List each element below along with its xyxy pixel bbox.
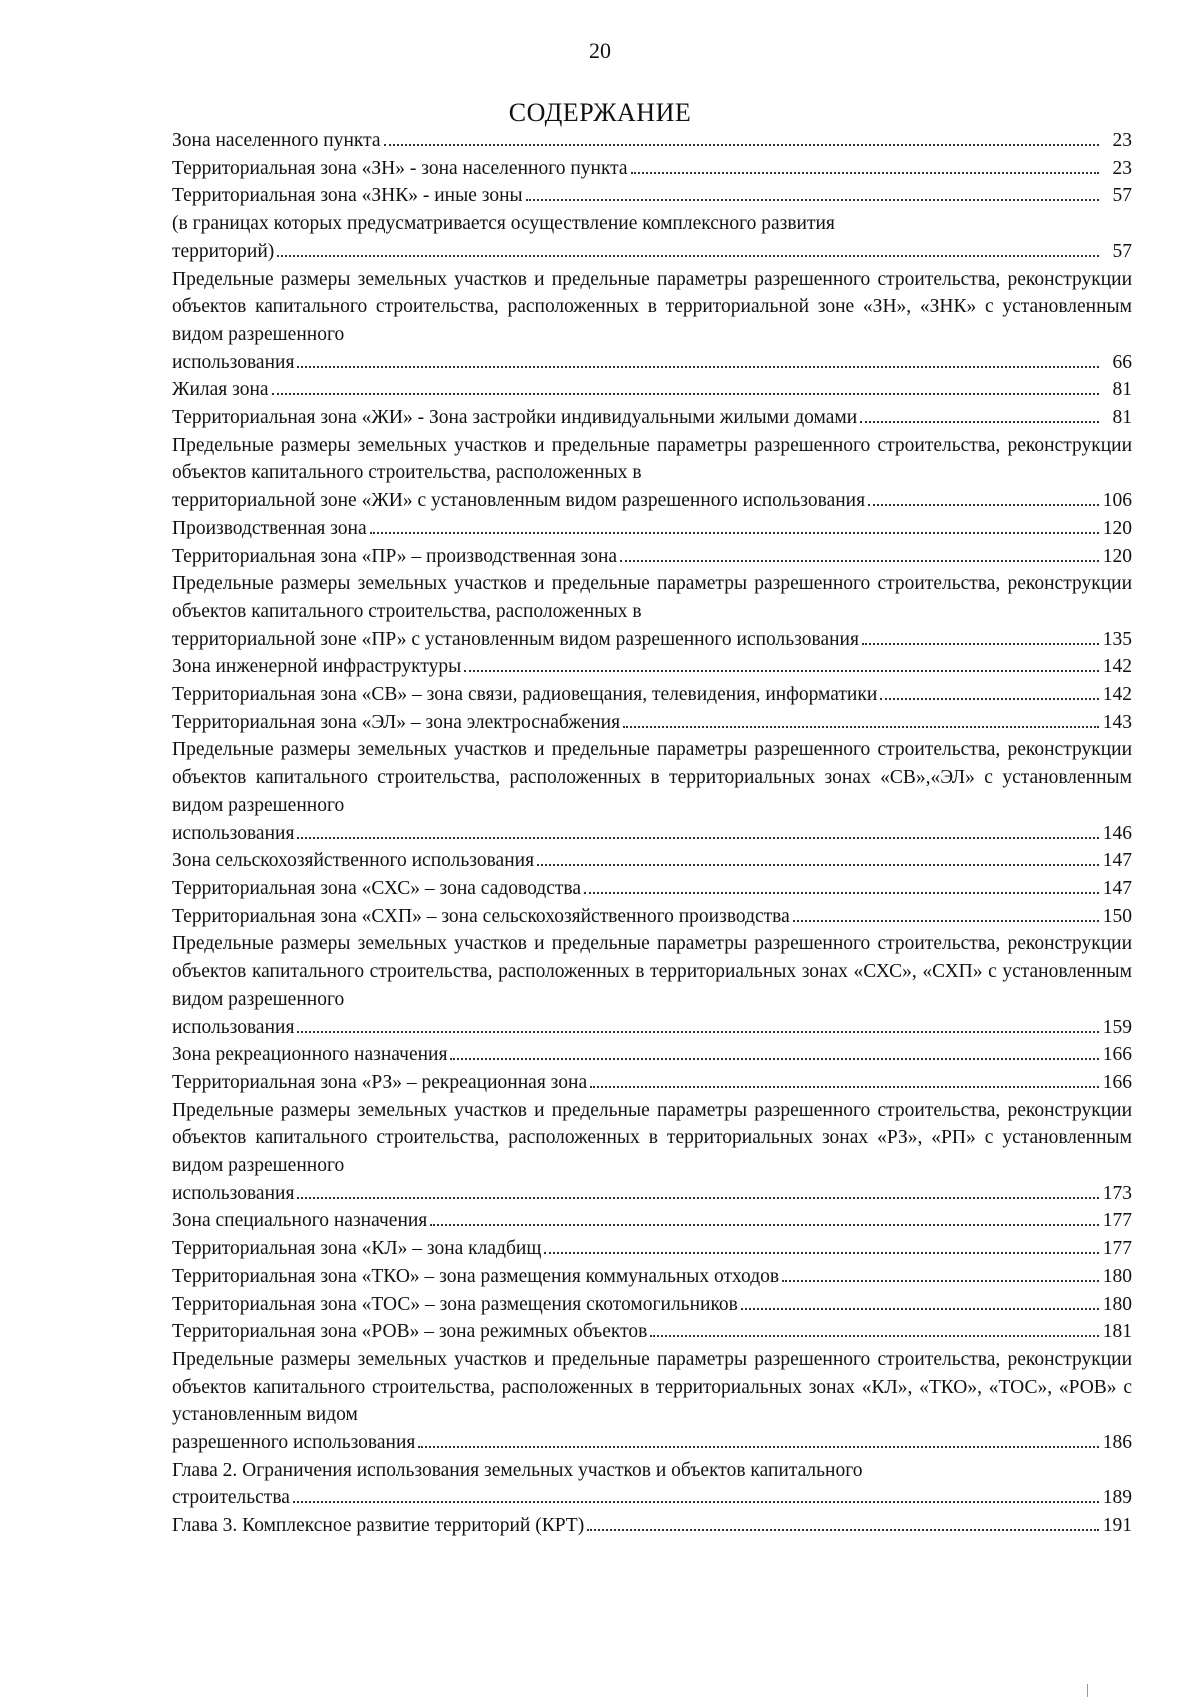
toc-entry[interactable] (172, 210, 1132, 265)
toc-entry-title: Территориальная зона «ЖИ» - Зона застройки индивидуальными жилыми домами (172, 407, 858, 429)
toc-page-number: 142 (1102, 684, 1132, 706)
dot-leader (793, 920, 1099, 922)
dot-leader (868, 504, 1099, 506)
toc-page-number: 23 (1112, 130, 1132, 151)
dot-leader (272, 393, 1099, 395)
toc-entry-title: Зона инженерной инфраструктуры (172, 656, 462, 678)
dot-leader (297, 1031, 1099, 1033)
toc-entry-title: Территориальная зона «ЗН» - зона населенного пункта (172, 157, 628, 179)
toc-entry-title: Территориальная зона «РЗ» – рекреационная зона (172, 1071, 588, 1093)
toc-page-number: 81 (1112, 379, 1132, 401)
dot-leader (587, 1529, 1099, 1531)
toc-entry-line (172, 1484, 1132, 1512)
toc-entry[interactable] (172, 543, 1132, 571)
toc-page-number: 135 (1102, 628, 1132, 650)
toc-entry[interactable] (172, 653, 1132, 681)
dot-leader (782, 1280, 1099, 1282)
toc-entry-line (172, 1207, 1132, 1235)
toc-page-number: 180 (1102, 1265, 1132, 1287)
toc-entry-title: использования (172, 1182, 295, 1204)
toc-entry[interactable] (172, 1291, 1132, 1319)
toc-entry-title: территорий) (172, 240, 275, 262)
toc-page-number: 143 (1102, 711, 1132, 733)
dot-leader (544, 1252, 1099, 1254)
dot-leader (418, 1446, 1099, 1448)
toc-entry-text: Предельные размеры земельных участков и предельные параметры разрешенного строительства, реконструкции объектов капитального строительства, расположенных в (172, 434, 1132, 484)
dot-leader (370, 532, 1099, 534)
table-of-contents (172, 127, 1132, 1540)
toc-entry[interactable] (172, 930, 1132, 1041)
toc-entry[interactable] (172, 1512, 1132, 1540)
dot-leader (297, 1197, 1099, 1199)
toc-page-number: 142 (1102, 656, 1132, 678)
toc-entry-line (172, 349, 1132, 377)
toc-entry-line (172, 1318, 1132, 1346)
toc-entry-title: Территориальная зона «СХП» – зона сельскохозяйственного производства (172, 905, 790, 927)
dot-leader (741, 1308, 1099, 1310)
toc-page-number: 159 (1102, 1016, 1132, 1038)
toc-page-number: 147 (1102, 877, 1132, 899)
toc-entry[interactable] (172, 404, 1132, 432)
toc-entry-line (172, 626, 1132, 654)
toc-entry-text: Предельные размеры земельных участков и предельные параметры разрешенного строительства, реконструкции объектов капитального строительства, расположенных в территориальных зонах «КЛ», «ТКО», «ТОС», «РОВ» с установленным видом (172, 1348, 1132, 1426)
toc-page-number: 81 (1112, 407, 1132, 429)
toc-entry[interactable] (172, 155, 1132, 183)
toc-entry[interactable] (172, 1263, 1132, 1291)
toc-entry[interactable] (172, 182, 1132, 210)
toc-entry-title: Глава 3. Комплексное развитие территорий (КРТ) (172, 1515, 585, 1537)
toc-page-number: 173 (1102, 1182, 1132, 1204)
toc-entry-title: Территориальная зона «КЛ» – зона кладбищ (172, 1238, 542, 1260)
toc-entry[interactable] (172, 875, 1132, 903)
dot-leader (293, 1501, 1099, 1503)
toc-entry-line (172, 875, 1132, 903)
toc-entry-line (172, 1180, 1132, 1208)
toc-entry[interactable] (172, 127, 1132, 155)
dot-leader (537, 864, 1099, 866)
dot-leader (430, 1224, 1099, 1226)
toc-entry-line (172, 681, 1132, 709)
toc-entry-line (172, 404, 1132, 432)
toc-entry-line (172, 487, 1132, 515)
toc-page-number: 177 (1102, 1210, 1132, 1232)
toc-page-number: 146 (1102, 822, 1132, 844)
toc-page-number: 106 (1102, 490, 1132, 512)
toc-page-number: 23 (1112, 157, 1132, 179)
dot-leader (880, 698, 1099, 700)
toc-entry-title: Территориальная зона «ТКО» – зона размещения коммунальных отходов (172, 1265, 780, 1287)
toc-page-number: 147 (1102, 850, 1132, 872)
toc-entry-title: Зона специального назначения (172, 1210, 428, 1232)
toc-entry[interactable] (172, 1207, 1132, 1235)
dot-leader (650, 1335, 1099, 1337)
toc-page-number: 66 (1112, 351, 1132, 373)
dot-leader (584, 892, 1099, 894)
toc-entry[interactable] (172, 432, 1132, 515)
toc-entry-line (172, 820, 1132, 848)
toc-page-number: 180 (1102, 1293, 1132, 1315)
toc-entry-title: Территориальная зона «ЭЛ» – зона электроснабжения (172, 711, 621, 733)
toc-entry[interactable] (172, 1346, 1132, 1457)
toc-page-number: 181 (1102, 1321, 1132, 1343)
toc-page-number: 191 (1102, 1515, 1132, 1537)
toc-page-number: 166 (1102, 1044, 1132, 1066)
toc-entry-title: использования (172, 1016, 295, 1038)
toc-entry-line (172, 1512, 1132, 1540)
toc-entry-title: Территориальная зона «ПР» – производственная зона (172, 545, 618, 567)
toc-page-number: 150 (1102, 905, 1132, 927)
toc-entry[interactable] (172, 266, 1132, 377)
dot-leader (620, 560, 1099, 562)
toc-entry[interactable] (172, 903, 1132, 931)
toc-entry-line (172, 1291, 1132, 1319)
dot-leader (860, 421, 1099, 423)
toc-entry-title: территориальной зоне «ПР» с установленным видом разрешенного использования (172, 628, 859, 650)
toc-entry-line (172, 1069, 1132, 1097)
dot-leader (623, 726, 1099, 728)
toc-page-number: 189 (1102, 1487, 1132, 1509)
toc-entry-line (172, 1014, 1132, 1042)
toc-entry[interactable] (172, 376, 1132, 404)
toc-page-number: 186 (1102, 1432, 1132, 1454)
toc-page-number: 120 (1102, 545, 1132, 567)
dot-leader (464, 670, 1099, 672)
toc-entry-line (172, 653, 1132, 681)
toc-entry-line (172, 709, 1132, 737)
toc-entry-title: Территориальная зона «СХС» – зона садоводства (172, 877, 581, 899)
toc-entry-line (172, 515, 1132, 543)
toc-entry-line (172, 238, 1132, 266)
toc-entry[interactable] (172, 515, 1132, 543)
toc-entry-title: Территориальная зона «ТОС» – зона размещения скотомогильников (172, 1293, 738, 1315)
toc-entry[interactable] (172, 1235, 1132, 1263)
toc-entry-title: Зона сельскохозяйственного использования (172, 850, 535, 872)
toc-entry-line (172, 1429, 1132, 1457)
toc-page-number: 166 (1102, 1071, 1132, 1093)
dot-leader (277, 255, 1099, 257)
toc-entry-title: Производственная зона (172, 517, 367, 539)
toc-entry[interactable] (172, 1069, 1132, 1097)
dot-leader (590, 1086, 1099, 1088)
toc-entry[interactable] (172, 847, 1132, 875)
toc-entry-line (172, 903, 1132, 931)
scan-mark (1087, 1684, 1088, 1697)
toc-entry[interactable] (172, 1318, 1132, 1346)
toc-entry[interactable] (172, 709, 1132, 737)
dot-leader (297, 837, 1099, 839)
toc-title: СОДЕРЖАНИЕ (508, 98, 692, 127)
toc-entry-title: Территориальная зона «ЗНК» - иные зоны (172, 185, 523, 207)
toc-entry-text: Предельные размеры земельных участков и предельные параметры разрешенного строительства, реконструкции объектов капитального строительства, расположенных в территориальных зонах «СВ»,«ЭЛ» с установленным видом разрешенного (172, 739, 1132, 816)
toc-entry[interactable] (172, 570, 1132, 653)
page-number: 20 (589, 38, 611, 63)
toc-entry[interactable] (172, 1041, 1132, 1069)
toc-entry[interactable] (172, 736, 1132, 847)
dot-leader (631, 172, 1099, 174)
toc-entry-text: Предельные размеры земельных участков и предельные параметры разрешенного строительства, реконструкции объектов капитального строительства, расположенных в территориальных зонах «СХС», «СХП» с установленным видом разрешенного (172, 933, 1132, 1010)
dot-leader (526, 199, 1099, 201)
toc-entry-line (172, 1235, 1132, 1263)
toc-entry[interactable] (172, 681, 1132, 709)
toc-entry-text: Предельные размеры земельных участков и предельные параметры разрешенного строительства, реконструкции объектов капитального строительства, расположенных в (172, 573, 1132, 622)
toc-page-number: 57 (1112, 185, 1132, 207)
toc-entry-title: Зона рекреационного назначения (172, 1044, 448, 1066)
toc-page-number: 57 (1112, 240, 1132, 262)
toc-entry-title: Территориальная зона «СВ» – зона связи, радиовещания, телевидения, информатики (172, 684, 878, 706)
toc-page-number: 120 (1102, 517, 1132, 539)
toc-entry-line (172, 127, 1132, 155)
toc-entry-line (172, 1041, 1132, 1069)
toc-entry-text: Предельные размеры земельных участков и предельные параметры разрешенного строительства, реконструкции объектов капитального строительства, расположенных в территориальных зонах «РЗ», «РП» с установленным видом разрешенного (172, 1099, 1132, 1177)
toc-entry[interactable] (172, 1457, 1132, 1512)
toc-entry-title: Жилая зона (172, 379, 269, 401)
toc-entry-title: использования (172, 822, 295, 844)
toc-entry-title: Территориальная зона «РОВ» – зона режимных объектов (172, 1321, 648, 1343)
toc-entry-line (172, 182, 1132, 210)
dot-leader (862, 643, 1099, 645)
toc-entry-line (172, 1263, 1132, 1291)
toc-entry-title: Зона населенного пункта (172, 130, 381, 151)
toc-entry-title: территориальной зоне «ЖИ» с установленным видом разрешенного использования (172, 490, 866, 512)
dot-leader (297, 366, 1099, 368)
toc-entry-text: Предельные размеры земельных участков и предельные параметры разрешенного строительства, реконструкции объектов капитального строительства, расположенных в территориальной зоне «ЗН», «ЗНК» с установленным видом разрешенного (172, 268, 1132, 345)
toc-entry-line (172, 376, 1132, 404)
toc-entry-title: разрешенного использования (172, 1432, 416, 1454)
toc-entry[interactable] (172, 1097, 1132, 1208)
toc-entry-text: Глава 2. Ограничения использования земельных участков и объектов капитального (172, 1459, 863, 1481)
toc-entry-title: использования (172, 351, 295, 373)
dot-leader (450, 1058, 1099, 1060)
toc-entry-line (172, 847, 1132, 875)
toc-entry-text: (в границах которых предусматривается осуществление комплексного развития (172, 213, 835, 235)
toc-entry-title: строительства (172, 1487, 290, 1509)
toc-entry-line (172, 543, 1132, 571)
toc-entry-line (172, 155, 1132, 183)
dot-leader (384, 144, 1099, 146)
toc-page-number: 177 (1102, 1238, 1132, 1260)
